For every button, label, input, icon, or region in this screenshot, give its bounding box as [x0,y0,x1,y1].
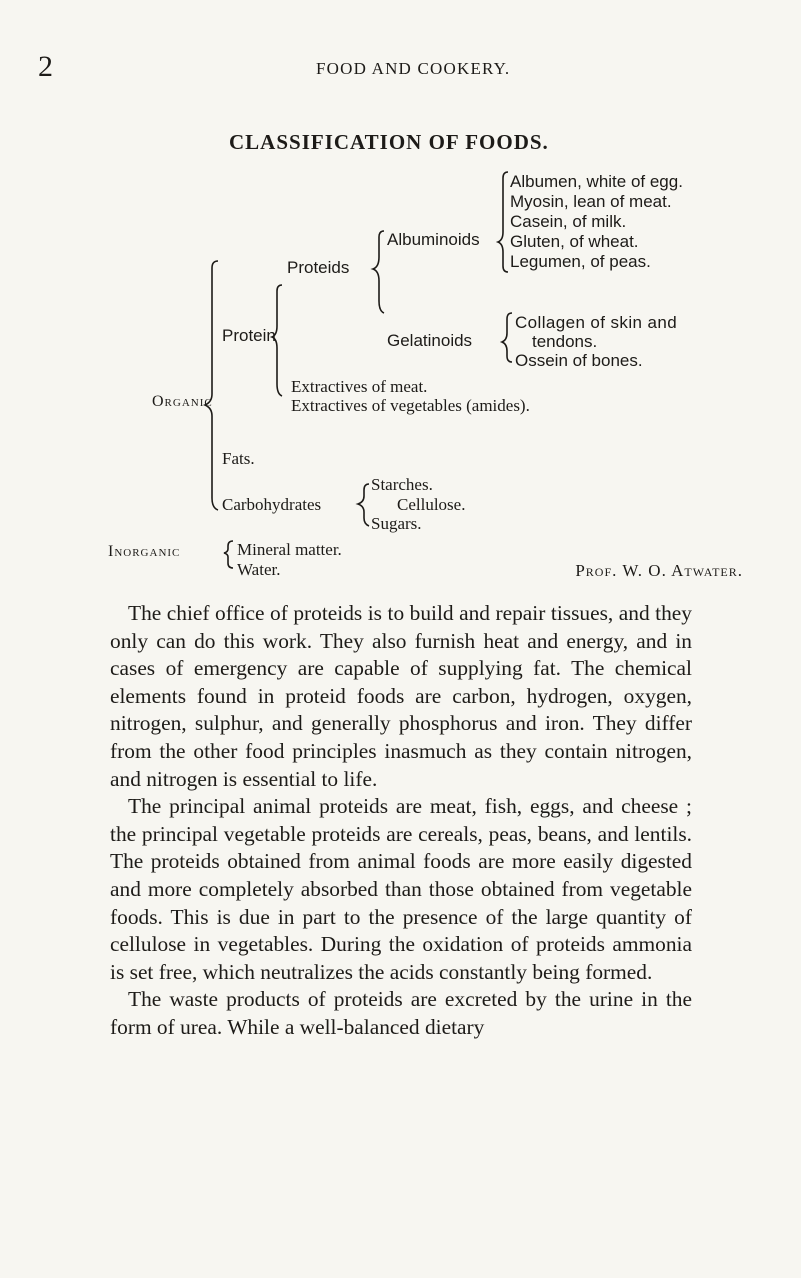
extractive-item: Extractives of vegetables (amides). [291,396,530,415]
carbohydrate-item: Starches. [371,475,433,494]
gelatinoids-brace [502,313,512,362]
running-head: FOOD AND COOKERY. [316,59,511,78]
carbohydrates-label: Carbohydrates [222,495,322,514]
inorganic-label: Inorganic [108,543,181,560]
gelatinoids-label: Gelatinoids [387,331,473,350]
proteids-brace [373,231,384,313]
gelatinoid-item: Collagen of skin and [515,313,678,332]
carbohydrates-brace [358,484,369,526]
albuminoid-item: Albumen, white of egg. [510,172,683,191]
carbohydrate-item: Sugars. [371,514,422,533]
body-text [110,600,692,1042]
organic-label: Organic [152,393,213,410]
gelatinoid-item: Ossein of bones. [515,351,643,370]
inorganic-item: Mineral matter. [237,540,342,559]
body-paragraph: The chief office of proteids is to build and repair tissues, and they only can do this work. They also furnish heat and energy, and in cases of emergency are capable of supplying fat. The chemical elements found in proteid foods are carbon, hydrogen, oxygen, nitrogen, sulphur, and generally phosphorus and iron. They differ from the other food principles inasmuch as they contain nitrogen, and nitrogen is essential to life. [110,601,692,791]
protein-label: Protein [222,326,276,345]
albuminoid-item: Myosin, lean of meat. [510,192,672,211]
extractive-item: Extractives of meat. [291,377,428,396]
proteids-label: Proteids [287,258,350,277]
page-number: 2 [38,50,53,83]
attribution: Prof. W. O. Atwater. [575,561,743,580]
inorganic-item: Water. [237,560,281,579]
carbohydrate-item: Cellulose. [397,495,466,514]
gelatinoid-item: tendons. [532,332,598,351]
fats-label: Fats. [222,449,255,468]
albuminoid-item: Legumen, of peas. [510,252,651,271]
albuminoids-brace [498,172,508,272]
albuminoid-item: Gluten, of wheat. [510,232,639,251]
section-title: CLASSIFICATION OF FOODS. [229,130,549,154]
organic-brace [205,261,218,510]
body-paragraph: The waste products of proteids are excreted by the urine in the form of urea. While a well-balanced dietary [110,987,692,1039]
albuminoid-item: Casein, of milk. [510,212,627,231]
inorganic-brace [224,541,233,568]
albuminoids-label: Albuminoids [387,230,480,249]
body-paragraph: The principal animal proteids are meat, fish, eggs, and cheese ; the principal vegetable proteids are cereals, peas, beans, and lentils. The proteids obtained from animal foods are more easily digested and more completely absorbed than those obtained from vegetable foods. This is due in part to the presence of the large quantity of cellulose in vegetables. During the oxidation of proteids ammonia is set free, which neutralizes the acids constantly being formed. [110,794,692,984]
